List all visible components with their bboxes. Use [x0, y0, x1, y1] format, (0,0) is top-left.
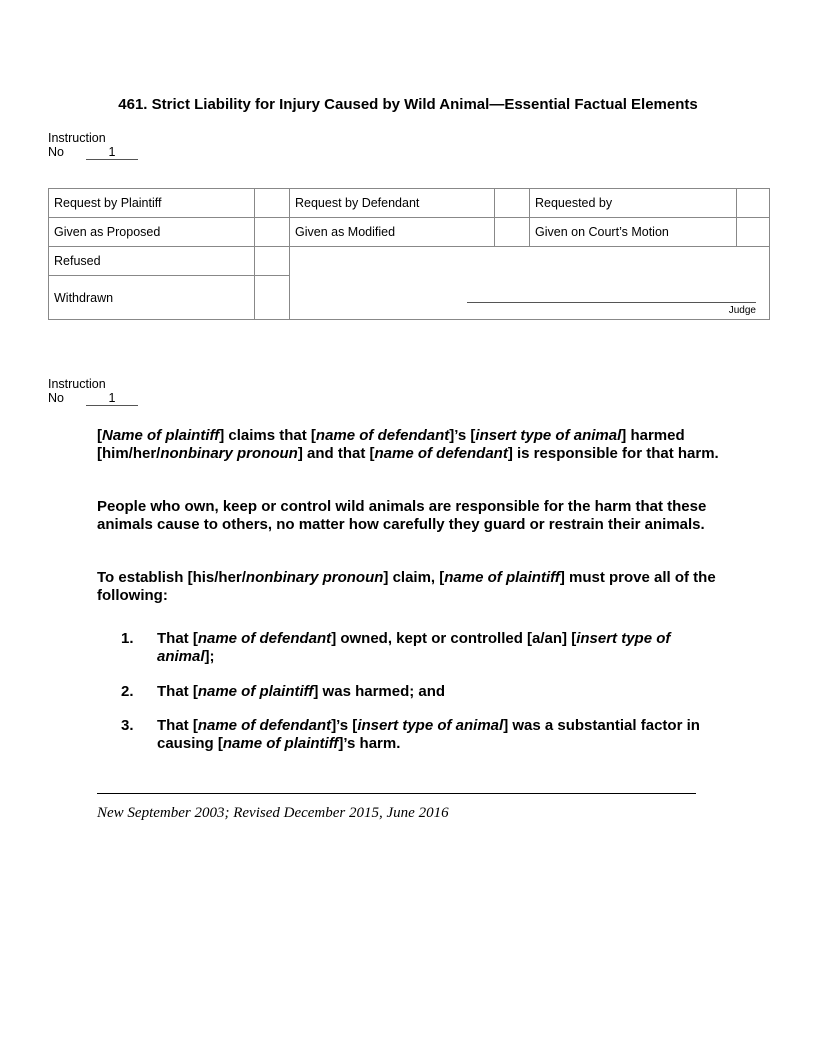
element-number: 1.: [121, 630, 134, 647]
given-on-courts-motion-checkbox[interactable]: [737, 218, 770, 247]
withdrawn-checkbox[interactable]: [255, 276, 290, 320]
given-as-modified-label: Given as Modified: [290, 218, 495, 247]
instruction-label-2: Instruction: [48, 377, 106, 391]
withdrawn-label: Withdrawn: [49, 276, 255, 320]
text-run: ] is responsible for that harm.: [507, 445, 719, 462]
judge-signature-line: [467, 302, 756, 303]
placeholder-plaintiff: Name of plaintiff: [102, 427, 220, 444]
text-run: ]’s [: [449, 427, 476, 444]
given-as-modified-checkbox[interactable]: [495, 218, 530, 247]
text-run: That [: [157, 630, 198, 647]
text-run: ] owned, kept or controlled [a/an] [: [331, 630, 577, 647]
text-run: ] was a substantial factor in causing [: [157, 717, 700, 752]
placeholder-plaintiff: name of plaintiff: [222, 735, 339, 752]
request-by-plaintiff-label: Request by Plaintiff: [49, 189, 255, 218]
revision-history: New September 2003; Revised December 2015, June 2016: [97, 805, 449, 821]
text-run: To establish [his/her/: [97, 569, 246, 586]
paragraph-text: People who own, keep or control wild animals are responsible for the harm that these animals cause to others, no matter how carefully they guard or restrain their animals.: [97, 498, 707, 533]
judge-label: Judge: [728, 305, 756, 316]
text-run: ]’s harm.: [338, 735, 401, 752]
placeholder-plaintiff: name of plaintiff: [197, 683, 314, 700]
paragraph-elements-intro: [97, 569, 727, 605]
requested-by-checkbox[interactable]: [737, 189, 770, 218]
given-as-proposed-checkbox[interactable]: [255, 218, 290, 247]
request-by-defendant-checkbox[interactable]: [495, 189, 530, 218]
judge-signature-area[interactable]: [290, 247, 770, 320]
placeholder-animal: insert type of animal: [475, 427, 622, 444]
instruction-number: 1: [86, 146, 138, 160]
text-run: ] and that [: [297, 445, 375, 462]
text-run: That [: [157, 717, 198, 734]
paragraph-responsibility: [97, 498, 727, 534]
text-run: ] was harmed; and: [313, 683, 446, 700]
text-run: ] harmed [him/her/: [97, 427, 685, 462]
text-run: ] claim, [: [383, 569, 445, 586]
placeholder-defendant: name of defendant: [197, 717, 332, 734]
instruction-title: 461. Strict Liability for Injury Caused by Wild Animal—Essential Factual Elements: [118, 96, 698, 113]
instruction-number-block-2: [48, 377, 138, 406]
placeholder-pronoun: nonbinary pronoun: [245, 569, 384, 586]
refused-label: Refused: [49, 247, 255, 276]
paragraph-claim: [97, 427, 727, 463]
element-number: 3.: [121, 717, 134, 734]
text-run: ] must prove all of the following:: [97, 569, 716, 604]
given-as-proposed-label: Given as Proposed: [49, 218, 255, 247]
placeholder-defendant: name of defendant: [315, 427, 450, 444]
instruction-label: Instruction: [48, 131, 106, 145]
text-run: That [: [157, 683, 198, 700]
requested-by-label: Requested by: [530, 189, 737, 218]
text-run: ] claims that [: [219, 427, 316, 444]
element-number: 2.: [121, 683, 134, 700]
request-disposition-table: [48, 188, 770, 320]
no-label: No: [48, 145, 64, 159]
placeholder-animal: insert type of animal: [357, 717, 504, 734]
placeholder-defendant: name of defendant: [374, 445, 508, 462]
request-by-plaintiff-checkbox[interactable]: [255, 189, 290, 218]
refused-checkbox[interactable]: [255, 247, 290, 276]
placeholder-defendant: name of defendant: [197, 630, 332, 647]
given-on-courts-motion-label: Given on Court’s Motion: [530, 218, 737, 247]
placeholder-plaintiff: name of plaintiff: [444, 569, 560, 586]
instruction-number-block: [48, 131, 138, 160]
no-label-2: No: [48, 391, 64, 405]
text-run: ]’s [: [331, 717, 358, 734]
request-by-defendant-label: Request by Defendant: [290, 189, 495, 218]
text-run: [: [97, 427, 102, 444]
placeholder-animal: insert type of animal: [157, 630, 671, 665]
placeholder-pronoun: nonbinary pronoun: [160, 445, 298, 462]
instruction-number-2: 1: [86, 392, 138, 406]
text-run: ];: [204, 648, 215, 665]
footer-divider: [97, 793, 696, 794]
